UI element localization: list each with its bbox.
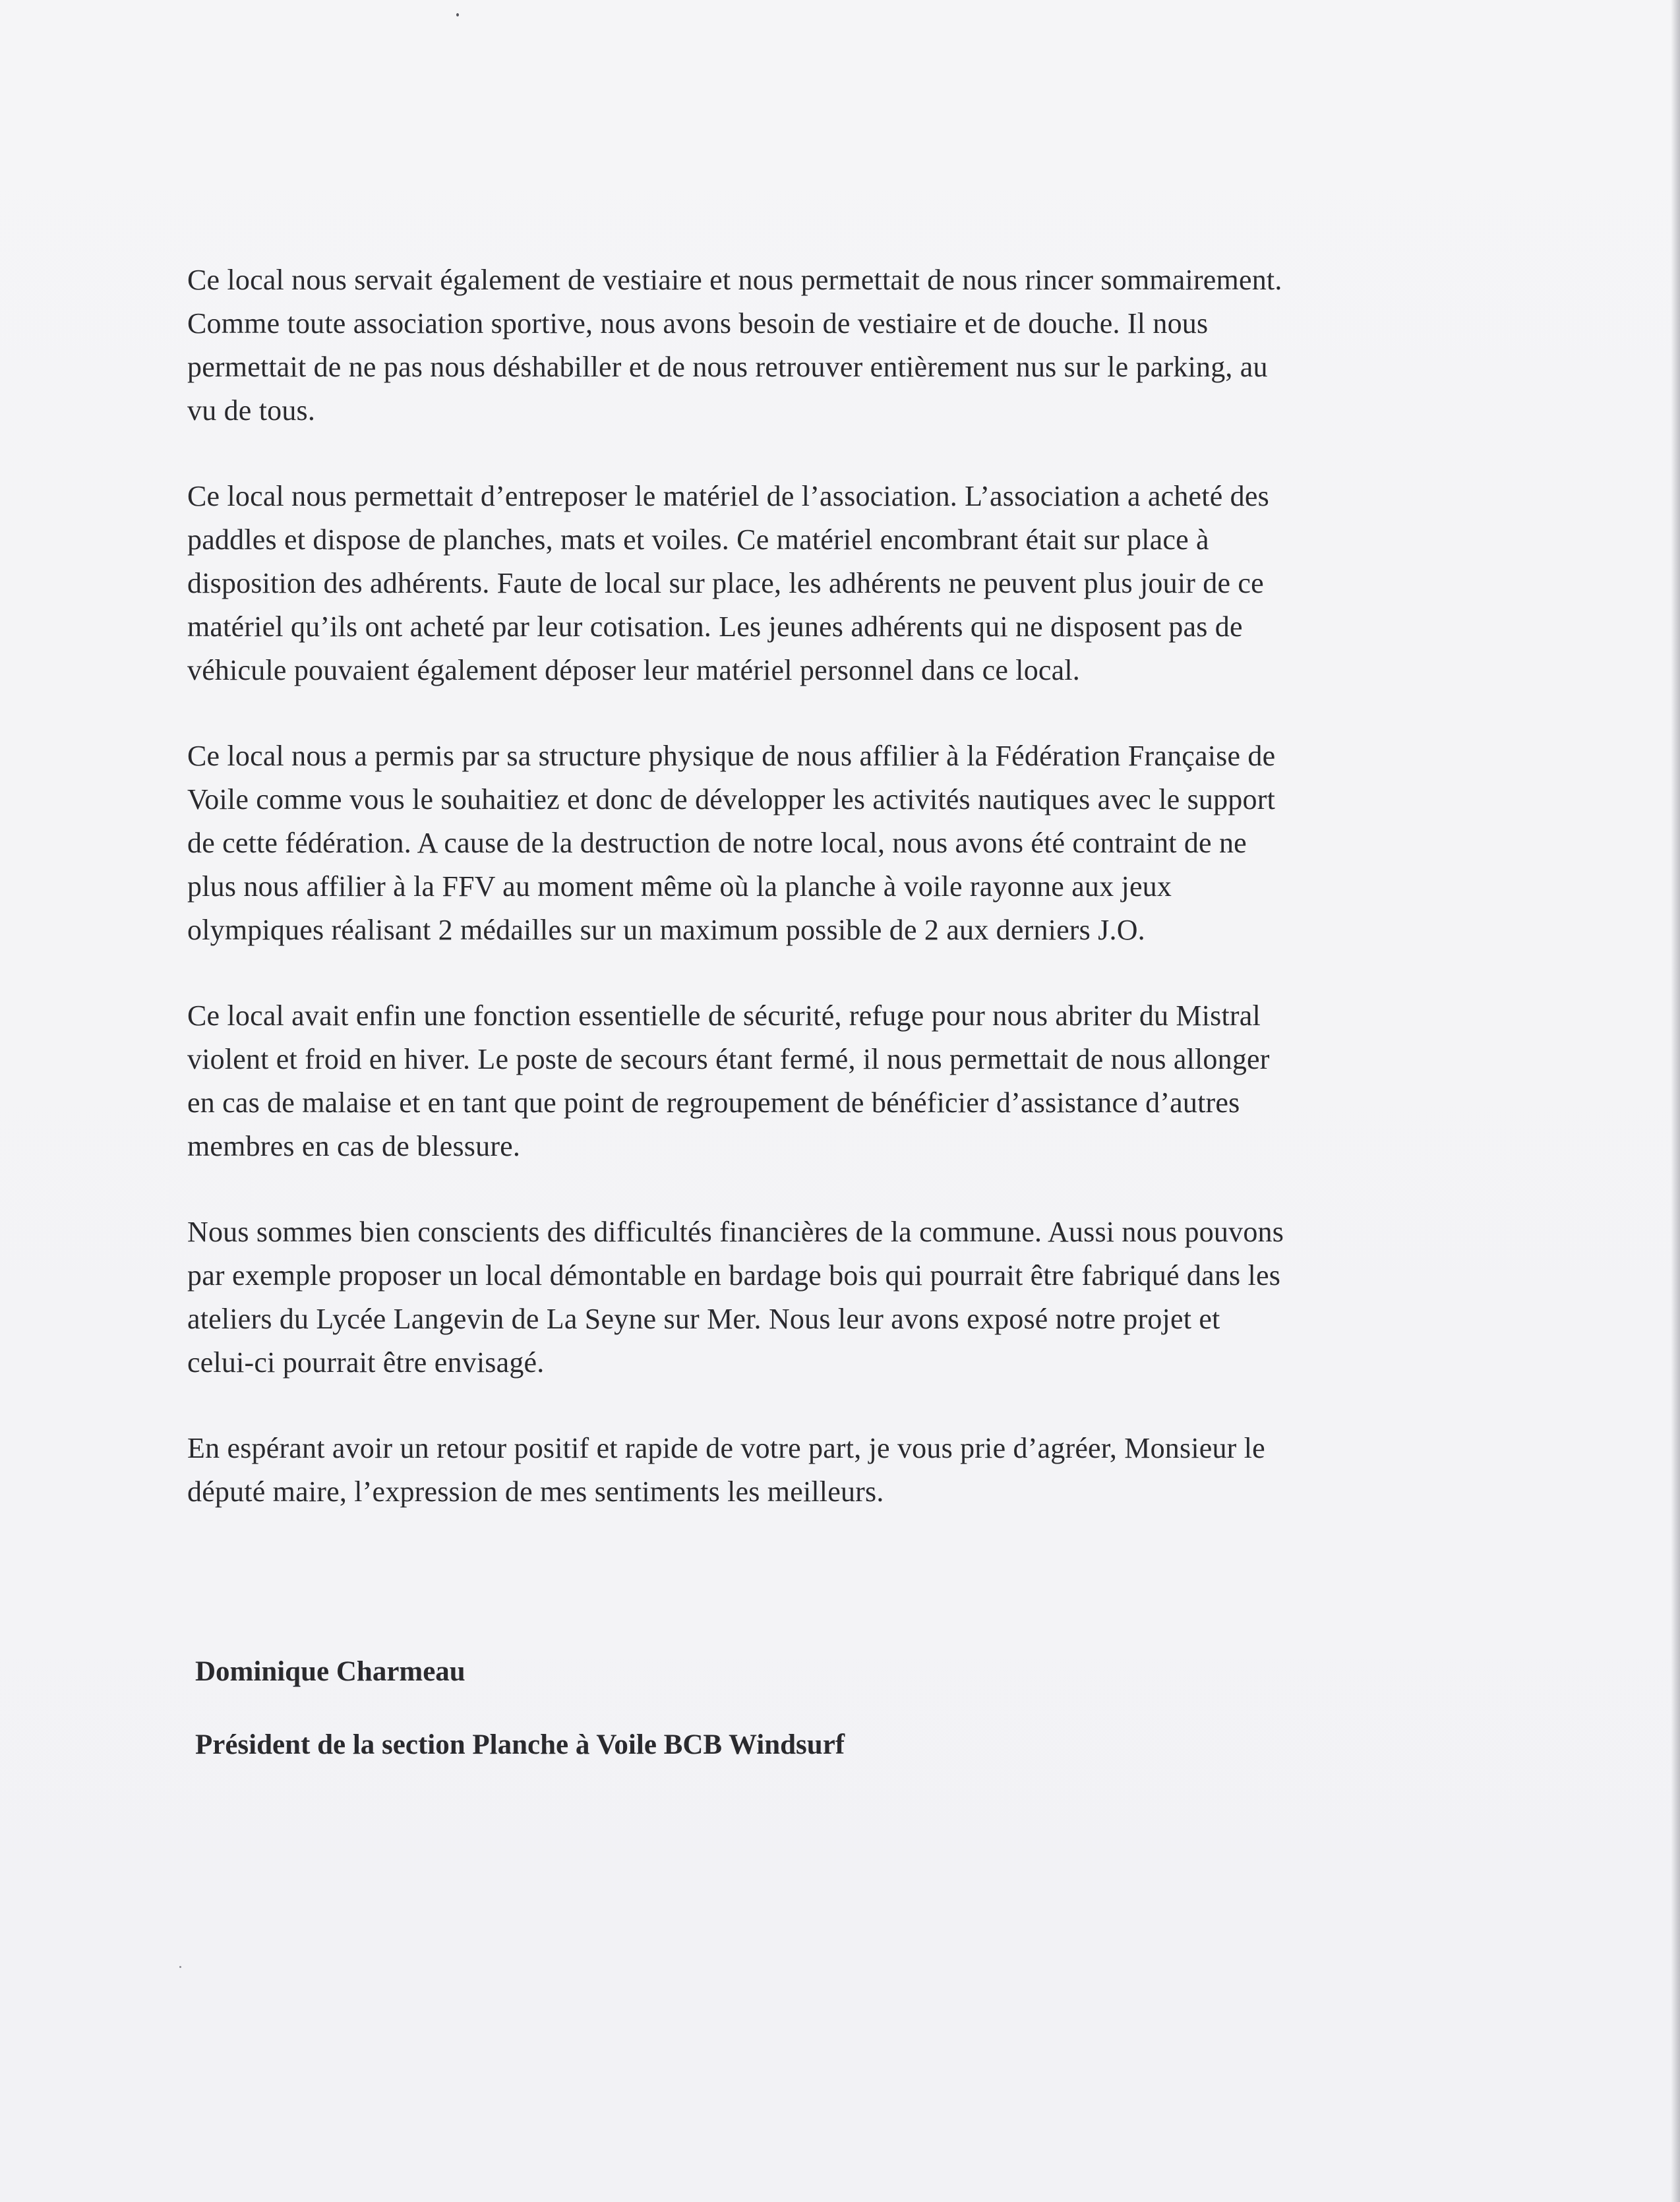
letter-body bbox=[187, 258, 1440, 1556]
text-line: Ce local avait enfin une fonction essentielle de sécurité, refuge pour nous abriter du Mistral bbox=[187, 999, 1261, 1032]
paragraph-closing bbox=[187, 1427, 1440, 1514]
text-line: disposition des adhérents. Faute de local sur place, les adhérents ne peuvent plus jouir de ce bbox=[187, 567, 1264, 599]
text-line: par exemple proposer un local démontable en bardage bois qui pourrait être fabriqué dans les bbox=[187, 1259, 1281, 1292]
signatory-title: Président de la section Planche à Voile BCB Windsurf bbox=[195, 1729, 845, 1760]
text-line: violent et froid en hiver. Le poste de secours étant fermé, il nous permettait de nous allonger bbox=[187, 1043, 1270, 1075]
text-line: de cette fédération. A cause de la destruction de notre local, nous avons été contraint de ne bbox=[187, 827, 1247, 859]
text-line: Voile comme vous le souhaitiez et donc de développer les activités nautiques avec le support bbox=[187, 783, 1275, 816]
text-line: en cas de malaise et en tant que point de regroupement de bénéficier d’assistance d’autres bbox=[187, 1086, 1240, 1119]
paragraph-securite bbox=[187, 994, 1440, 1168]
signature-block bbox=[195, 1653, 845, 1800]
text-line: Ce local nous a permis par sa structure physique de nous affilier à la Fédération Française de bbox=[187, 740, 1276, 772]
paragraph-proposition bbox=[187, 1210, 1440, 1384]
text-line: Ce local nous servait également de vestiaire et nous permettait de nous rincer sommairement. bbox=[187, 264, 1282, 296]
text-line: En espérant avoir un retour positif et rapide de votre part, je vous prie d’agréer, Monsieur le bbox=[187, 1432, 1265, 1464]
text-line: Comme toute association sportive, nous avons besoin de vestiaire et de douche. Il nous bbox=[187, 307, 1209, 340]
text-line: ateliers du Lycée Langevin de La Seyne sur Mer. Nous leur avons exposé notre projet et bbox=[187, 1303, 1220, 1335]
page-edge-shadow bbox=[1671, 0, 1680, 2202]
text-line: plus nous affilier à la FFV au moment même où la planche à voile rayonne aux jeux bbox=[187, 870, 1172, 903]
paragraph-federation bbox=[187, 734, 1440, 952]
scan-speck bbox=[456, 13, 459, 16]
text-line: Nous sommes bien conscients des difficultés financières de la commune. Aussi nous pouvons bbox=[187, 1216, 1284, 1248]
text-line: celui-ci pourrait être envisagé. bbox=[187, 1346, 545, 1379]
text-line: véhicule pouvaient également déposer leur matériel personnel dans ce local. bbox=[187, 654, 1080, 686]
signatory-name: Dominique Charmeau bbox=[195, 1656, 465, 1687]
paragraph-materiel bbox=[187, 475, 1440, 692]
text-line: olympiques réalisant 2 médailles sur un maximum possible de 2 aux derniers J.O. bbox=[187, 914, 1145, 946]
text-line: permettait de ne pas nous déshabiller et de nous retrouver entièrement nus sur le parking, au bbox=[187, 351, 1268, 383]
text-line: député maire, l’expression de mes sentiments les meilleurs. bbox=[187, 1475, 884, 1508]
text-line: Ce local nous permettait d’entreposer le matériel de l’association. L’association a acheté des bbox=[187, 480, 1269, 512]
text-line: membres en cas de blessure. bbox=[187, 1130, 521, 1162]
paragraph-vestiaire bbox=[187, 258, 1440, 432]
text-line: paddles et dispose de planches, mats et voiles. Ce matériel encombrant était sur place à bbox=[187, 523, 1209, 556]
text-line: matériel qu’ils ont acheté par leur cotisation. Les jeunes adhérents qui ne disposent pas de bbox=[187, 610, 1243, 643]
scan-speck bbox=[179, 1966, 181, 1968]
text-line: vu de tous. bbox=[187, 394, 316, 427]
